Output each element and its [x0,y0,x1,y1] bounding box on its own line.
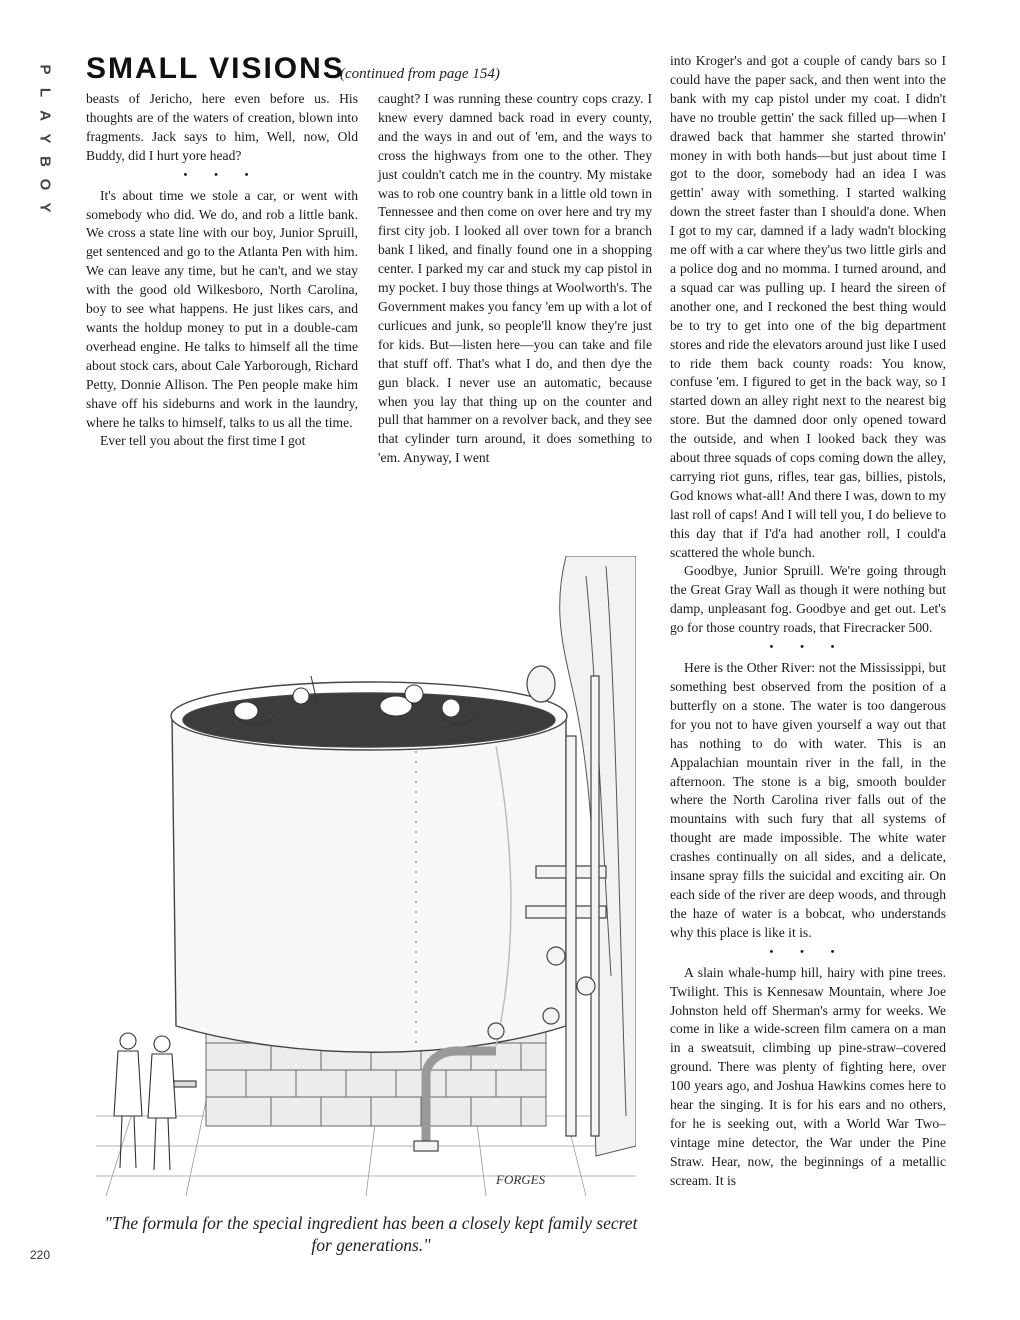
paragraph: Ever tell you about the first time I got [100,433,306,449]
cartoon-illustration [96,556,636,1206]
paragraph: Here is the Other River: not the Mississippi, but something best observed from the position of a butterfly on a stone. The water is too dangerous for you not to have given yourself a way out that has nothing to do with water. This is an Appalachian mountain river in the fall, in the afternoon. The stone is a big, smooth boulder where the North Carolina river falls out of the mountains with such fury that all systems of thought are made impossible. The white water crashes continually on all sides, and a delicate, insane spray fills the suicidal and exciting air. On each side of the river are deep woods, and through the haze of water is a bobcat, who understands why this place is like it is. [670,660,946,940]
section-separator: • • • [769,641,847,654]
text-column-3 [670,52,946,1191]
paragraph: into Kroger's and got a couple of candy bars so I could have the paper sack, and then went into the bank with my cap pistol under my coat. I didn't have no trouble gettin' the sack filled up—when I drawed back that hammer she started throwin' money in with both hands—but just about time I got to the door, somebody had an idea I was gettin' away with something. I started walking down the street faster than I should'a done. When I got to my car, damned if a lady wadn't blocking me off with a car where they'us two little girls and a police dog and no momma. I turned around, and a squad car was pulling up. I heard the sireen of another one, and I reckoned the best thing would be to try to get into one of the big department stores and ride the elevators around just like I used to ride them back county roads: You know, confuse 'em. I figured to get in the back way, so I started down an alley right next to the nearest big store. But the damned door only opened toward the outside, and when I looked back they was about three squads of cops coming down the alley, carrying riot guns, rifles, tear gas, billies, pistols, God knows what-all! And there I was, down to my last roll of caps! And I will tell you, I do believe to this day that if I'd'a had another roll, I could'a scattered the whole bunch. [670,53,946,560]
cartoon-caption: "The formula for the special ingredient has been a closely kept family secret for generations." [104,1213,638,1255]
two-men [114,1033,196,1170]
article-title: SMALL VISIONS [86,52,345,85]
paragraph: A slain whale-hump hill, hairy with pine trees. Twilight. This is Kennesaw Mountain, where Joe Johnston held off Sherman's army for weeks. We come in like a wide-screen film camera on a man in a sweatsuit, climbing up pine-straw–covered ground. There was plenty of fighting here, over 100 years ago, and Joshua Hawkins comes here to hear the singing. It is for his ears and no others, for he is seeking out, with a World War Two–vintage mine detector, the War under the Pine Straw. Hear, now, the beginnings of a metallic scream. It is [670,964,946,1188]
paragraph: beasts of Jericho, here even before us. His thoughts are of the waters of creation, blown into fragments. Jack says to him, Well, now, Old Buddy, did I hurt yore head? [86,91,358,163]
magazine-name-vertical: P L A Y B O Y [36,64,54,213]
vat [171,682,567,1052]
section-separator: • • • [183,168,261,181]
paragraph: It's about time we stole a car, or went with somebody who did. We do, and rob a little bank. We cross a state line with our boy, Junior Spruill, get sentenced and go to the Atlanta Pen with him. We can leave any time, but he can't, and we stay with the good old Wilkesboro, North Carolina, boy to see what happens. He just likes cars, and wants the holdup money to put in a double-cam overhead engine. He talks to himself all the time about stock cars, about Cale Yarborough, Richard Petty, Donnie Allison. The Pen people make him shave off his sideburns and work in the laundry, where he talks to himself, talks to us all the time. [86,187,358,430]
section-separator: • • • [769,945,847,958]
page-number: 220 [30,1248,51,1262]
continued-note: (continued from page 154) [340,66,500,82]
paragraph: Goodbye, Junior Spruill. We're going through the Great Gray Wall as though it were nothing but damp, unpleasant fog. Goodbye and get out. Let's go for those country roads, that Firecracker 500. [670,563,946,636]
text-column-2 [378,90,652,468]
paragraph: caught? I was running these country cops crazy. I knew every damned back road in every county, and the ways in and out of 'em, and the ways to cross the highways from one to the other. They just couldn't catch me in the country. My mistake was to rob one country bank in a little old town in Tennessee and then come on over here and try my first city job. I looked all over town for a branch bank I liked, and finally found one in a shopping center. I parked my car and stuck my cap pistol in my pocket. I buy those things at Woolworth's. The Government makes you fancy 'em up with a lot of curlicues and junk, so people'll know they're just for kids. But—listen here—you can take and file that stuff off. That's what I do, and then dye the gun black. I never use an automatic, because when you lay that thing up on the counter and pull that hammer on a revolver back, and they see that cylinder turn around, it does something to 'em. Anyway, I went [378,91,652,466]
artist-signature: FORGES [496,1172,546,1187]
text-column-1 [86,90,358,451]
